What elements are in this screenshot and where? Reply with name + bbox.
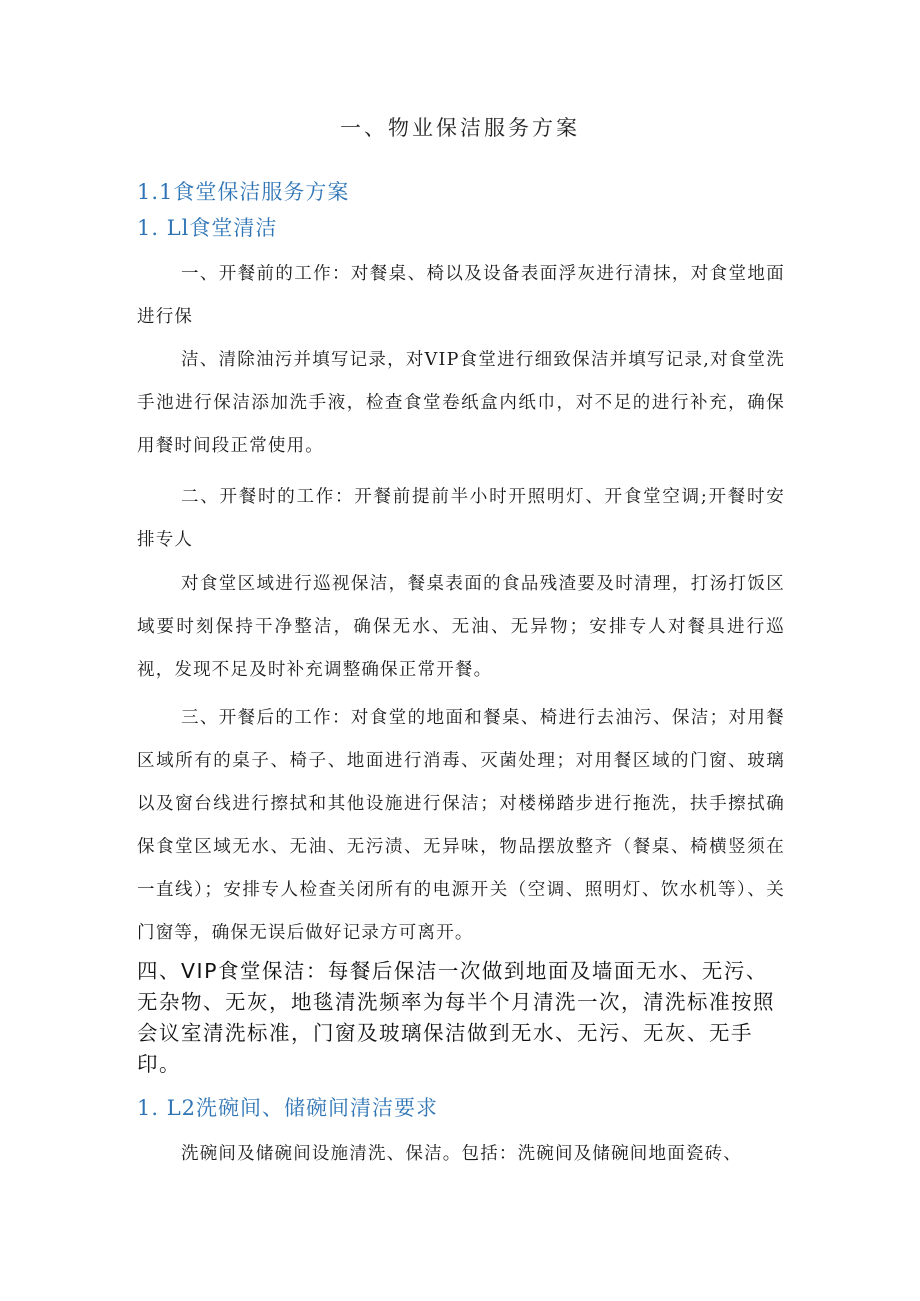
section-heading-1-1-1: 1. Ll食堂清洁 xyxy=(137,216,278,240)
section-heading-1-1-2: 1. L2洗碗间、储碗间清洁要求 xyxy=(137,1096,439,1120)
section-heading-1-1: 1.1食堂保洁服务方案 xyxy=(137,180,350,204)
paragraph-before-meal-cont: 洁、清除油污并填写记录，对VIP食堂进行细致保洁并填写记录,对食堂洗手池进行保洁添加洗手液，检查食堂卷纸盒内纸巾，对不足的进行补充，确保用餐时间段正常使用。 xyxy=(137,350,785,456)
page-title: 一、物业保洁服务方案 xyxy=(340,116,580,140)
paragraph-after-meal: 三、开餐后的工作：对食堂的地面和餐桌、椅进行去油污、保洁；对用餐区域所有的桌子、椅子、地面进行消毒、灭菌处理；对用餐区域的门窗、玻璃以及窗台线进行擦拭和其他设施进行保洁；对楼梯踏步进行拖洗，扶手擦拭确保食堂区域无水、无油、无污渍、无异味，物品摆放整齐（餐桌、椅横竖须在一直线）；安排专人检查关闭所有的电源开关（空调、照明灯、饮水机等）、关门窗等，确保无误后做好记录方可离开。 xyxy=(137,708,785,943)
paragraph-dishwashing-room: 洗碗间及储碗间设施清洗、保洁。包括：洗碗间及储碗间地面瓷砖、 xyxy=(181,1144,742,1164)
paragraph-vip-canteen: 四、VIP食堂保洁：每餐后保洁一次做到地面及墙面无水、无污、无杂物、无灰，地毯清洗频率为每半个月清洗一次，清洗标准按照会议室清洗标准，门窗及玻璃保洁做到无水、无污、无灰、无手印。 xyxy=(137,959,775,1076)
paragraph-during-meal-cont: 对食堂区域进行巡视保洁，餐桌表面的食品残渣要及时清理，打汤打饭区域要时刻保持干净整洁，确保无水、无油、无异物；安排专人对餐具进行巡视，发现不足及时补充调整确保正常开餐。 xyxy=(137,574,785,680)
paragraph-before-meal: 一、开餐前的工作：对餐桌、椅以及设备表面浮灰进行清抹，对食堂地面进行保 xyxy=(137,264,785,327)
paragraph-during-meal: 二、开餐时的工作：开餐前提前半小时开照明灯、开食堂空调;开餐时安排专人 xyxy=(137,487,785,550)
